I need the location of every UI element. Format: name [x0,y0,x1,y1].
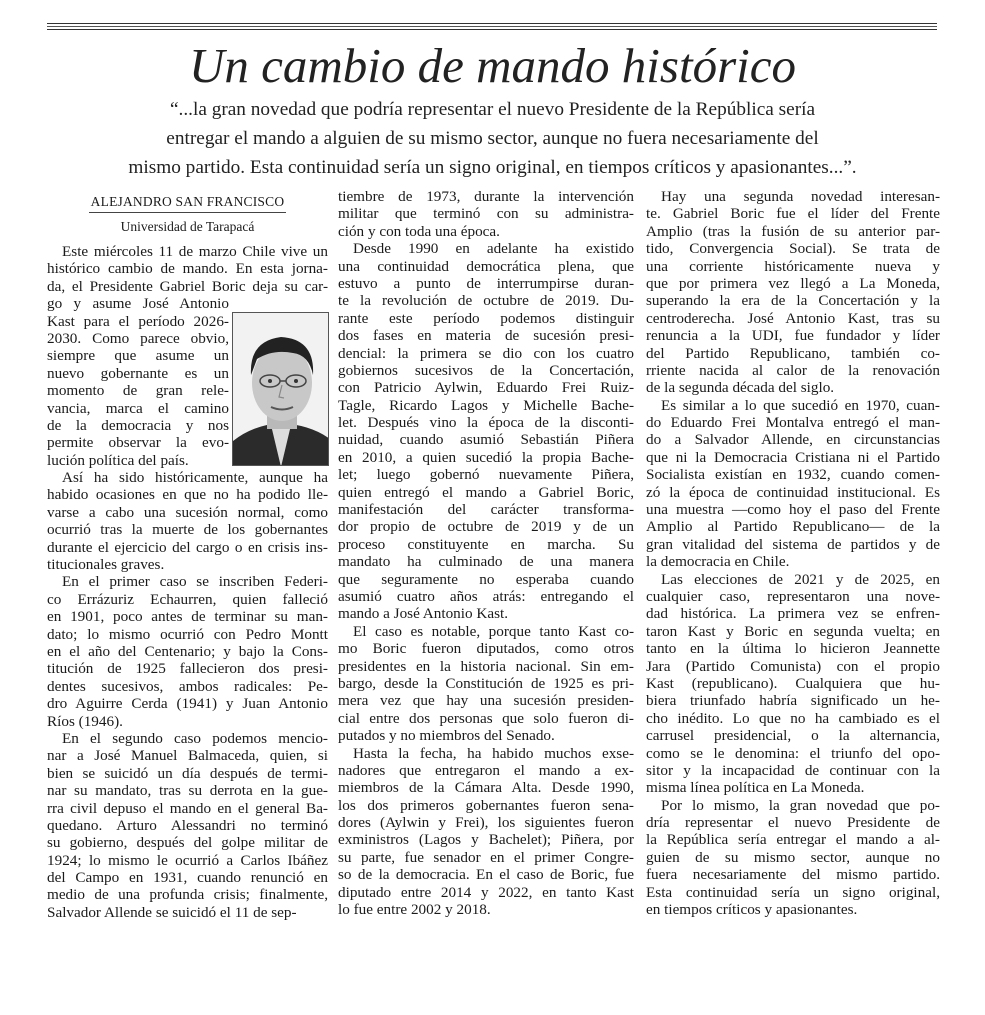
text-line: centroderecha. José Antonio Kast, tras su [646,309,940,327]
text-line: manifestación del carácter transforma- [338,501,634,519]
text-line: Hay una segunda novedad interesan- [661,188,940,205]
text-line: tiembre de 1973, durante la intervención [338,188,634,205]
text-line: 1924; lo mismo le ocurrió a Carlos Ibáñez [47,851,328,869]
text-line: Ríos (1946). [47,712,123,730]
text-line: bien se suicidó un día después de termi- [47,764,328,782]
text-line: Así ha sido históricamente, aunque ha [62,469,328,487]
article-paragraph [646,571,940,797]
text-line: dro Aguirre Cerda (1941) y Juan Antonio [47,695,328,713]
article-paragraph [47,730,328,921]
text-line: que ni la Democracia Cristiana ni el Partido [646,448,940,466]
text-line: nuevo gobernante es un [47,364,229,382]
text-line: fuera necesariamente del mismo partido. [646,866,940,884]
article-paragraph [646,188,940,397]
text-line: la democracia en Chile. [646,553,790,571]
text-line: siempre que asume un [47,347,229,365]
text-line: sitor y la incapacidad de continuar con la [646,761,940,779]
text-line: guien de su mismo sector, aunque no [646,848,940,866]
text-line: estuvo a punto de interrumpirse duran- [338,274,634,292]
text-line: titución de 1925 fallecieron dos presi- [47,660,328,678]
text-line: let. Después vino la época de la disconti- [338,414,634,432]
text-line: presidentes en la historia nacional. Sin em- [338,657,634,675]
article-paragraph [338,240,634,623]
pull-quote [60,95,925,182]
text-line: Las elecciones de 2021 y de 2025, en [661,570,940,588]
text-line: como se le denomina: el triunfo del opo- [646,744,940,762]
text-line: Este miércoles 11 de marzo Chile vive un [62,243,328,260]
text-line: Salvador Allende se suicidó el 11 de sep- [47,903,297,921]
text-line: 2030. Como parece obvio, [47,329,229,347]
byline [47,194,328,235]
text-line: en 2010, a quien sucedió la propia Bache- [338,448,634,466]
text-line: mando a José Antonio Kast. [338,605,508,623]
text-line: de la democracia y nos [47,416,229,434]
text-line: let; luego gobernó nuevamente Piñera, [338,466,634,484]
text-line: mera vez que hay una sucesión presiden- [338,692,634,710]
text-line: su parte, fue senador en el primer Congre- [338,848,634,866]
text-line: lo fue entre 2002 y 2018. [338,901,491,919]
text-line: zó la época de continuidad institucional. Es [646,483,940,501]
text-line: rriente nacida al calor de la renovación [646,361,940,379]
text-line: co Errázuriz Echaurren, quien falleció [47,590,328,608]
text-line: El caso es notable, porque tanto Kast co- [353,622,634,640]
article-column-3 [646,188,940,918]
pull-quote-line: entregar el mando a alguien de su mismo sector, aunque no fuera necesariamente del [166,128,819,149]
text-line: mo Boric fueron diputados, como otros [338,640,634,658]
pull-quote-line: mismo partido. Esta continuidad sería un signo original, en tiempos críticos y apasionantes...”. [128,157,857,178]
text-line: do a Salvador Allende, en circunstancias [646,431,940,449]
header-rule [47,23,937,30]
text-line: vancia, marca el camino [47,399,229,417]
text-line: Es similar a lo que sucedió en 1970, cuan- [661,396,940,414]
text-line: rante este período podemos distinguir [338,309,634,327]
text-line: nar a José Manuel Balmaceda, quien, si [47,747,328,765]
text-line: durante el ejercicio del cargo o en crisis ins- [47,538,328,556]
text-line: En el primer caso se inscriben Federi- [62,573,328,591]
text-line: dencial: la primera se dio con los cuatro [338,344,634,362]
article-paragraph [47,573,328,730]
text-line: Hasta la fecha, ha habido muchos exse- [353,744,634,762]
text-line: do Eduardo Frei Montalva entregó el man- [646,414,940,432]
text-line: mandato ha culminado de una manera [338,553,634,571]
text-line: carrusel presidencial, o la alternancia, [646,727,940,745]
text-line: ción y con toda una época. [338,222,500,240]
text-line: cualquier caso, representaron una nove- [646,587,940,605]
text-line: que por primera vez llegó a La Moneda, [646,274,940,292]
author-portrait-icon [233,313,329,466]
text-line: so de la democracia. En el caso de Boric, fue [338,866,634,884]
text-line: proceso constituyente en marcha. Su [338,535,634,553]
text-line: da, el Presidente Gabriel Boric deja su car- [47,277,328,295]
text-line: dría representar el nuevo Presidente de [646,814,940,832]
text-line: Kast (republicano). Cualquiera que hu- [646,674,940,692]
text-line: biera triunfado habría significado un he- [646,692,940,710]
text-line: medio de una profunda crisis; finalmente, [47,886,328,904]
text-line: de la segunda década del siglo. [646,379,835,397]
text-line: rra civil depuso el mando en el general Ba- [47,799,328,817]
text-line: Esta continuidad sería un signo original, [646,883,940,901]
text-line: la República sería entregar el mando a al- [646,831,940,849]
text-line: miembros de la Cámara Alta. Desde 1990, [338,779,634,797]
text-line: su gobierno, después del golpe militar de [47,834,328,852]
text-line: una continuidad democrática plena, que [338,257,634,275]
author-photo [232,312,329,466]
text-line: Desde 1990 en adelante ha existido [353,240,634,258]
text-line: del Partido Republicano, también co- [646,344,940,362]
text-line: exministros (Lagos y Bachelet); Piñera, por [338,831,634,849]
text-line: nadores que entregaron el mando a ex- [338,761,634,779]
text-line: en 1901, poco antes de terminar su man- [47,608,328,626]
article-paragraph [646,397,940,571]
text-line: del Campo en 1931, cuando renunció en [47,869,328,887]
text-line: que seguramente no esperaba cuando [338,570,634,588]
text-line: con Patricio Aylwin, Eduardo Frei Ruiz- [338,379,634,397]
article-column-2 [338,188,634,918]
text-line: nar su mandato, tras su derrota en la gue- [47,782,328,800]
text-line: nuidad, cuando asumió Sebastián Piñera [338,431,634,449]
text-line: militar que terminó con su administra- [338,205,634,223]
text-line: dor propio de octubre de 2019 y de un [338,518,634,536]
article-paragraph [338,188,634,240]
text-line: cho inédito. Lo que no ha cambiado es el [646,709,940,727]
text-line: una corriente históricamente nueva y [646,257,940,275]
text-line: ocurrió tras la muerte de los gobernantes [47,521,328,539]
text-line: varse a cabo una sucesión normal, como [47,503,328,521]
text-line: te la revolución de octubre de 2019. Du- [338,292,634,310]
text-line: Por lo mismo, la gran novedad que po- [661,796,940,814]
text-line: permite observar la evo- [47,434,229,452]
text-line: dos fases en materia de sucesión presi- [338,327,634,345]
text-line: tido, Convergencia Social). Se trata de [646,240,940,258]
text-line: titucionales graves. [47,556,165,574]
text-line: Tagle, Ricardo Lagos y Michelle Bache- [338,396,634,414]
pull-quote-line: “...la gran novedad que podría representar el nuevo Presidente de la República sería [169,99,816,120]
article-paragraph [646,797,940,919]
text-line: cial entre dos personas que solo fueron di- [338,709,634,727]
text-line: taron Kast y Boric en segunda vuelta; en [646,622,940,640]
text-line: los dos primeros gobernantes fueron sena- [338,796,634,814]
text-line: misma línea política en La Moneda. [646,779,865,797]
text-line: dato; lo mismo ocurrió con Pedro Montt [47,625,328,643]
text-line: renuncia a la UDI, fue fundador y líder [646,327,940,345]
text-line: histórico cambio de mando. En esta jorna- [47,260,328,278]
text-line: momento de gran rele- [47,382,229,400]
text-line: Socialista existían en 1932, cuando comen- [646,466,940,484]
text-line: Amplio (tras la fusión de su anterior par- [646,222,940,240]
text-line: go y asume José Antonio [47,295,229,313]
text-line: dores (Aylwin y Frei), los siguientes fueron [338,814,634,832]
text-line: dentes sucesivos, ambos radicales: Pe- [47,677,328,695]
text-line: habido ocasiones en que no ha podido lle- [47,486,328,504]
author-name: ALEJANDRO SAN FRANCISCO [89,194,287,213]
text-line: gobiernos sucesivos de la Concertación, [338,361,634,379]
text-line: te. Gabriel Boric fue el líder del Frente [646,205,940,223]
text-line: asumió cuatro años atrás: entregando el [338,587,634,605]
author-institution: Universidad de Tarapacá [120,219,255,234]
text-line: tanto en la última lo hicieron Jeannette [646,640,940,658]
text-line: dad histórica. La primera vez se enfren- [646,605,940,623]
article-paragraph [47,469,328,573]
article-paragraph [338,623,634,745]
text-line: en tiempos críticos y apasionantes. [646,901,858,919]
text-line: lución política del país. [47,451,189,469]
text-line: superando la era de la Concertación y la [646,292,940,310]
text-line: bargo, desde la Constitución de 1925 es pri- [338,674,634,692]
text-line: quedano. Arturo Alessandri no terminó [47,816,328,834]
text-line: diputado entre 2014 y 2022, en tanto Kast [338,883,634,901]
text-line: Kast para el período 2026- [47,312,229,330]
article-title: Un cambio de mando histórico [189,38,796,93]
article-paragraph [338,745,634,919]
text-line: Amplio al Partido Republicano— de la [646,518,940,536]
text-line: quien entregó el mando a Gabriel Boric, [338,483,634,501]
text-line: Jara (Partido Comunista) con el propio [646,657,940,675]
text-line: En el segundo caso podemos mencio- [62,729,328,747]
text-line: gran vitalidad del sistema de partidos y de [646,535,940,553]
text-line: putados y no miembros del Senado. [338,727,555,745]
text-line: una muestra —como hoy el paso del Frente [646,501,940,519]
text-line: en el año del Centenario; y bajo la Cons- [47,642,328,660]
